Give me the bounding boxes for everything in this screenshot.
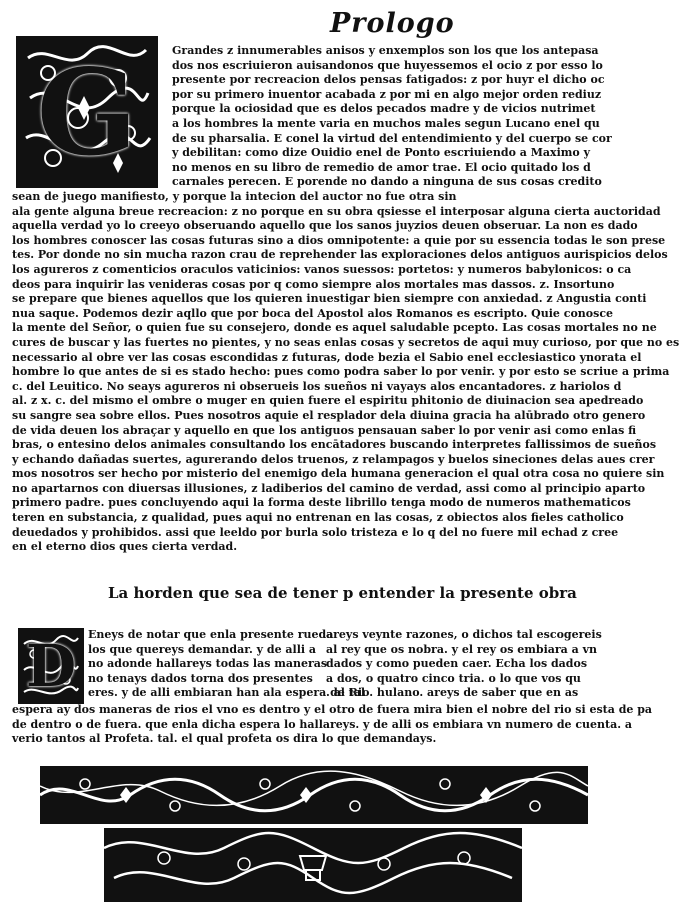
text-line: primero padre. pues concluyendo aqui la forma deste librillo tenga modo de numeros mathematicos [12,496,631,510]
prologue-text-full [12,190,679,555]
order-text-right [326,628,606,701]
text-line: aquella verdad yo lo creeyo obseruando aquello que los sanos juyzios deuen obseruar. La non es dado [12,219,638,233]
text-line: los agureros z comenticios oraculos vaticinios: vanos suessos: portetos: y numeros babylonicos: o ca [12,262,632,276]
text-line: sean de juego manifiesto, y porque la intecion del auctor no fue otra sin [12,190,457,203]
order-text-full [12,703,653,747]
text-line: en el eterno dios ques cierta verdad. [12,540,238,554]
text-line: por su primero inuentor acabada z por mi en algo mejor orden rediuz [172,87,602,101]
text-line: a los hombres la mente varia en muchos males segun Lucano enel qu [172,116,600,130]
decorated-initial-g [16,36,158,188]
text-line: y echando dañadas suertes, agurerando delos truenos, z relampagos y buelos sineciones delas aues crer [12,452,655,466]
text-line: bras, o entesino delos animales consultando los encātadores buscando interpretes fallissimos de sueños [12,438,657,452]
text-line: espera ay dos maneras de rios el vno es dentro y el otro de fuera mira bien el nobre del rio si esta de pa [12,703,653,716]
text-line: necessario al obre ver las cosas escondidas z futuras, dode bezia el Sabio enel ecclesiastico ynorata el [12,350,642,364]
text-line: su sangre sea sobre ellos. Pues nosotros aquie el resplador dela diuina gracia ha alūbrado otro genero [12,408,646,422]
text-line: la mente del Señor, o quien fue su consejero, donde es aquel saludable pcepto. Las cosas mortales no ne [12,321,657,335]
initial-letter-d: D [25,632,77,700]
text-line: eres. y de alli embiaran han ala espera de tal [88,686,366,700]
urn-ornament-icon [104,828,522,902]
text-line: deuedados y prohibidos. assi que leeldo por burla solo tristeza e lo q del no fuere mil echad z cree [12,525,619,539]
text-line: los que quereys demandar. y de alli a [88,642,317,656]
text-line: al rey que os nobra. y el rey os embiara a vn [326,642,597,656]
page-title: Prologo [330,8,455,39]
text-line: los hombres conoscer las cosas futuras sino a dios omnipotente: a quie por su essencia todas le son prese [12,233,666,247]
text-line: Grandes z innumerables anisos y enxemplos son los que los antepasa [172,44,599,57]
text-line: de vida deuen los abraçar y aquello en que los antiguos pensauan saber lo por venir asi como enlas fi [12,423,637,437]
text-line: deos para inquirir las venideras cosas por q como siempre alos mortales mas dassos. z. Insortuno [12,277,615,291]
text-line: a dos, o quatro cinco tria. o lo que vos qu [326,671,581,685]
text-line: dados y como pueden caer. Echa los dados [326,657,588,671]
text-line: mos nosotros ser hecho por misterio del enemigo dela humana generacion el qual otra cosa no quiere sin [12,467,665,481]
text-line: hombre lo que antes de si es stado hecho: pues como podra saber lo por venir. y por esto se scriue a prima [12,365,670,379]
text-line: verio tantos al Profeta. tal. el qual profeta os dira lo que demandays. [12,732,437,746]
decorated-initial-d [18,628,84,704]
text-line: cures de buscar y las fuertes no pientes, y no seas enlas cosas y secretos de aqui muy curioso, por que no es [12,335,679,349]
text-line: tes. Por donde no sin mucha razon crau de reprehender las exploraciones delos antiguos aurispicios delos [12,248,668,262]
text-line: areys veynte razones, o dichos tal escogereis [326,628,602,641]
woodcut-border-bottom [104,828,522,902]
section-heading: La horden que sea de tener p entender la presente obra [108,584,577,602]
text-line: no adonde hallareys todas las maneras [88,657,328,671]
order-text-left [88,628,366,701]
vine-ornament-icon [40,766,588,824]
text-line: . al Rio. hulano. areys de saber que en as [326,686,579,700]
text-line: se prepare que bienes aquellos que los quieren inuestigar bien siempre con anxiedad. z Angustia conti [12,292,647,306]
text-line: de dentro o de fuera. que enla dicha espera lo hallareys. y de alli os embiara vn numero de cuenta. a [12,717,633,731]
text-line: porque la ociosidad que es delos pecados madre y de vicios nutrimet [172,102,596,116]
woodcut-border-top [40,766,588,824]
text-line: carnales perecen. E porende no dando a ninguna de sus cosas credito [172,175,602,189]
text-line: no menos en su libro de remedio de amor trae. El ocio quitado los d [172,160,591,174]
text-line: c. del Leuitico. No seays agureros ni obserueis los sueños ni vayays alos encantadores. z hariolos d [12,379,622,393]
text-line: no apartarnos con diuersas illusiones, z ladiberios del camino de verdad, assi como al principio aparto [12,481,646,495]
text-line: dos nos escriuieron auisandonos que huyessemos el ocio z por esso lo [172,58,603,72]
text-line: teren en substancia, z qualidad, pues aqui no entrenan en las cosas, z obiectos alos fieles catholico [12,511,624,525]
text-line: nua saque. Podemos dezir aqllo que por boca del Apostol alos Romanos es escripto. Quie conosce [12,306,614,320]
text-line: al. z x. c. del mismo el ombre o muger en quien fuere el espiritu phitonio de diuinacion sea apedreado [12,394,644,408]
text-line: y debilitan: como dize Ouidio enel de Ponto escriuiendo a Maximo y [172,146,590,160]
text-line: ala gente alguna breue recreacion: z no porque en su obra qsiesse el interposar alguna cierta auctoridad [12,204,661,218]
initial-letter-g: G [36,42,138,182]
prologue-text-narrow [172,44,612,190]
text-line: Eneys de notar que enla presente rueda [88,628,334,641]
text-line: no tenays dados torna dos presentes [88,671,313,685]
text-line: presente por recreacion delos pensas fatigados: z por huyr el dicho oc [172,73,605,87]
text-line: de su pharsalia. E conel la virtud del entendimiento y del cuerpo se cor [172,131,612,145]
